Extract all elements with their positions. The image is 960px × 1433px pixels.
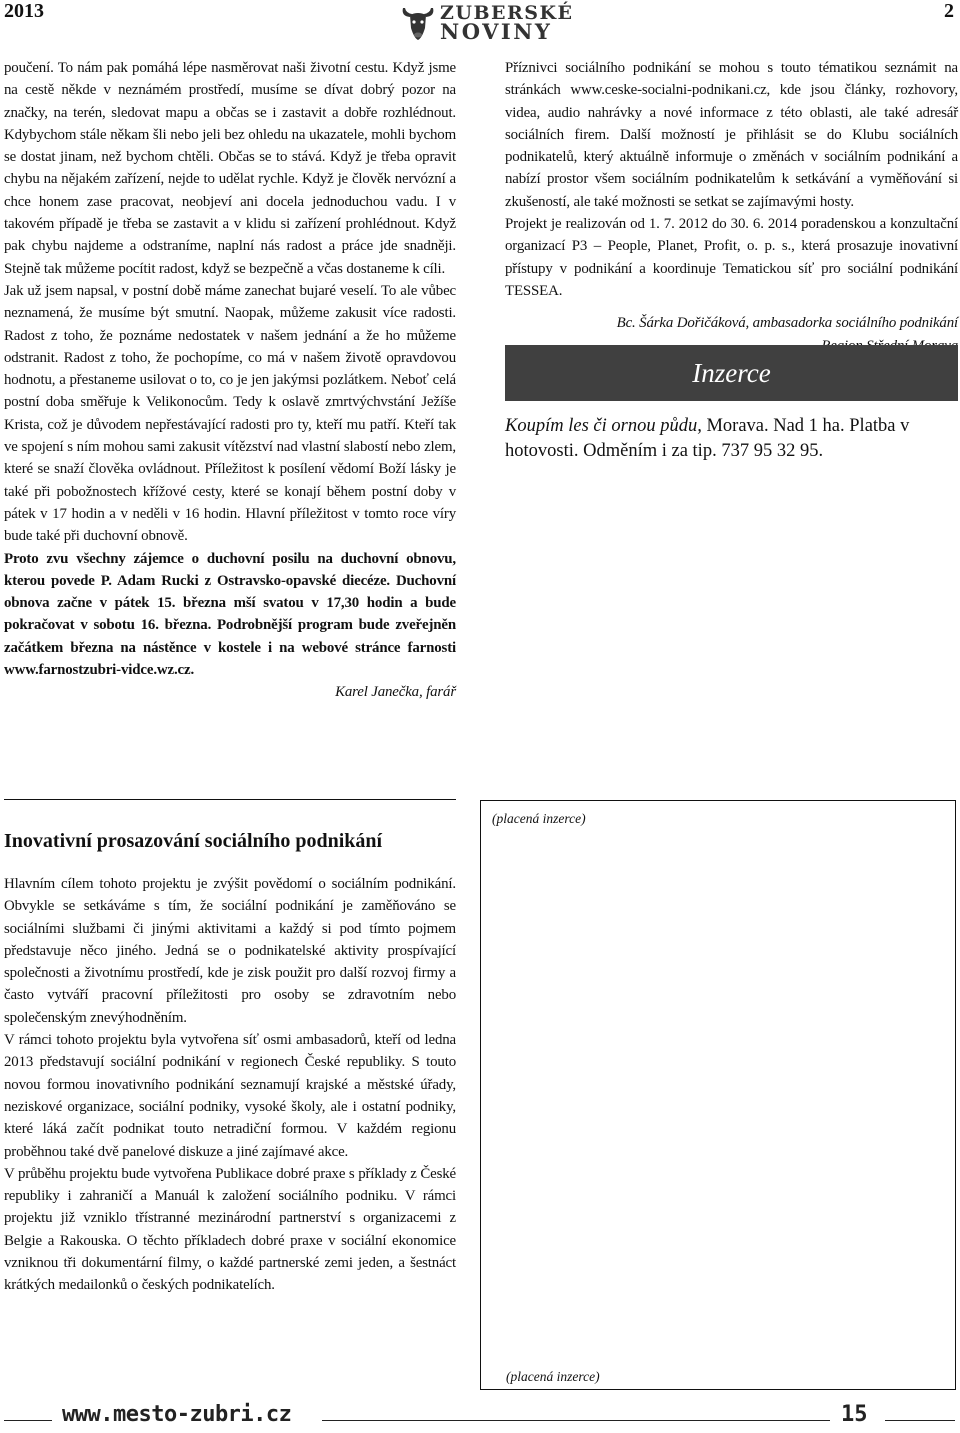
ads-heading: Inzerce (505, 345, 958, 401)
footer-page-number: 15 (841, 1402, 868, 1427)
logo-title-line2: NOVINY (440, 19, 553, 44)
paid-ad-label: (placená inzerce) (492, 811, 586, 826)
bull-head-icon (400, 2, 436, 42)
paid-ad-label: (placená inzerce) (506, 1369, 600, 1384)
article-paragraph: Příznivci sociálního podnikání se mohou s touto tématikou seznámit na stránkách www.ceske-socialni-podnikani.cz, kde jsou články, rozhovory, videa, audio nahrávky a nové informace z této oblasti, ale také adresář sociálních firem. Další možností je přihlásit se do Klubu sociálních podnikatelů, který aktuálně informuje o změnách v sociálním podnikání a nabízí prostor všem sociálním podnikatelům k setkávání a vyměňování si zkušeností, ale také možnosti se setkat se zajímavými hosty. (505, 60, 958, 210)
article-paragraph: Projekt je realizován od 1. 7. 2012 do 30. 6. 2014 poradenskou a konzultační organizací P3 – People, Planet, Profit, o. p. s., která prosazuje inovativní přístupy v podnikání a koordinuje Tematickou síť pro sociální podnikání TESSEA. (505, 216, 958, 299)
article-social-column-right (505, 57, 958, 357)
footer-rule (4, 1420, 52, 1421)
article-signature: Karel Janečka, farář (335, 684, 456, 701)
ad-italic-text: Koupím les či ornou půdu, (505, 416, 702, 436)
article-paragraph: Hlavním cílem tohoto projektu je zvýšit povědomí o sociálním podnikání. Obvykle se setkáváme s tím, že sociální podnikání je zaměňováno se sociálními službami či jinými aktivitami a každý si pod tímto pojmem představuje něco jiného. Jedná se o podnikatelské aktivity prospívající společnosti a životnímu prostředí, kde je zisk použit pro další rozvoj firmy a často vytváří pracovní příležitosti pro osoby se zdravotním nebo společenským znevýhodněním. (4, 876, 456, 1026)
footer-url: www.mesto-zubri.cz (62, 1402, 292, 1427)
footer-rule (322, 1420, 830, 1421)
paid-ad-box (480, 800, 956, 1390)
article-paragraph: Jak už jsem napsal, v postní době máme zanechat bujaré veselí. To ale vůbec neznamená, že musíme být smutní. Naopak, můžeme zakusit více radosti. Radost z toho, že poznáme nedostatek v našem jednání a že ho můžeme odstranit. Radost z toho, že pochopíme, co má v našem životě opravdovou hodnotu, a přestaneme usilovat o to, co je jen jakýmsi pozlátkem. Neboť celá postní doba směřuje k Velikonocům. Tedy k oslavě zmrtvýchvstání Ježíše Krista, což je důvodem nepřestávající radosti pro ty, kteří mu patří. Kteří tak ve spojení s ním mohou sami zakusit vítězství nad vlastní slabostí nebo zlem, které se snaží člověka ovládnout. Příležitost k posílení vědomí Boží lásky je také při pobožnostech křížové cesty, které se konají během postní doby v pátek v 17 hodin a v neděli v 16 hodin. Hlavní příležitost v tomto roce víry bude také při duchovní obnově. (4, 282, 456, 545)
footer-rule (885, 1420, 955, 1421)
ad-text: Morava. Nad 1 ha. Platba v hotovosti. Odměním i za tip. 737 95 32 95. (505, 416, 910, 461)
section-divider (4, 799, 456, 800)
logo-title-line1: ZUBERSKÉ (440, 2, 574, 24)
header-page-number: 2 (944, 0, 954, 22)
article-paragraph: V rámci tohoto projektu byla vytvořena síť osmi ambasadorů, kteří od ledna 2013 představují sociální podnikání v regionech České republiky. S touto novou formou inovativního podnikání seznamují krajské a městské úřady, neziskové organizace, sociální podniky, vysoké školy, ale i ostatní podniky, které láká začít podnikat touto netradiční formou. V každém regionu proběhnou také dvě panelové diskuze a jiné zajímavé akce. (4, 1032, 456, 1160)
article-lent-column (4, 57, 456, 704)
issue-year: 2013 (4, 0, 44, 22)
classified-ad (505, 414, 958, 464)
author-signature: Bc. Šárka Dořičáková, ambasadorka sociálního podnikání (616, 315, 958, 332)
article-bold-paragraph: Proto zvu všechny zájemce o duchovní posilu na duchovní obnovu, kterou povede P. Adam Rucki z Ostravsko-opavské diecéze. Duchovní obnova začne v pátek 15. března mší svatou v 17,30 hodin a bude pokračovat v sobotu 16. března. Podrobnější program bude zveřejněn začátkem března na nástěnce v kostele i na webové stránce farnosti www.farnostzubri-vidce.wz.cz. (4, 550, 456, 679)
article-title: Inovativní prosazování sociálního podnikání (4, 830, 383, 852)
newspaper-logo (400, 0, 574, 44)
article-social-column-left (4, 873, 456, 1297)
article-paragraph: V průběhu projektu bude vytvořena Publikace dobré praxe s příklady z České republiky i zahraničí a Manuál k založení sociálního podniku. V rámci projektu již vzniklo třístranné mezinárodní partnerství s organizacemi z Belgie a Rakouska. O těchto příkladech dobré praxe v sociální ekonomice vzniknou tři dokumentární filmy, o každé partnerské zemi jeden, a šestnáct krátkých medailonků o českých podnikatelích. (4, 1165, 456, 1294)
article-paragraph: poučení. To nám pak pomáhá lépe nasměrovat naši životní cestu. Když jsme na cestě někde v neznámém prostředí, musíme se dívat dobrý pozor na značky, na terén, sledovat mapu a občas se i zastavit a dobře rozhlédnout. Kdybychom stále někam šli nebo jeli bez ohledu na ukazatele, mohli bychom se dostat jinam, než bychom chtěli. Občas se to stává. Když je třeba opravit chybu na nějakém zařízení, nejde to udělat rychle. Když je člověk nervózní a chce honem zase pracovat, neobjeví ani docela jednoduchou vadu. I v takovém případě je třeba se zastavit a v klidu si zařízení prohlédnout. Když pak chybu najdeme a odstraníme, naplní nás radost a práce jde snadněji. Stejně tak můžeme pocítit radost, když se bezpečně a včas dostaneme k cíli. (4, 60, 456, 277)
